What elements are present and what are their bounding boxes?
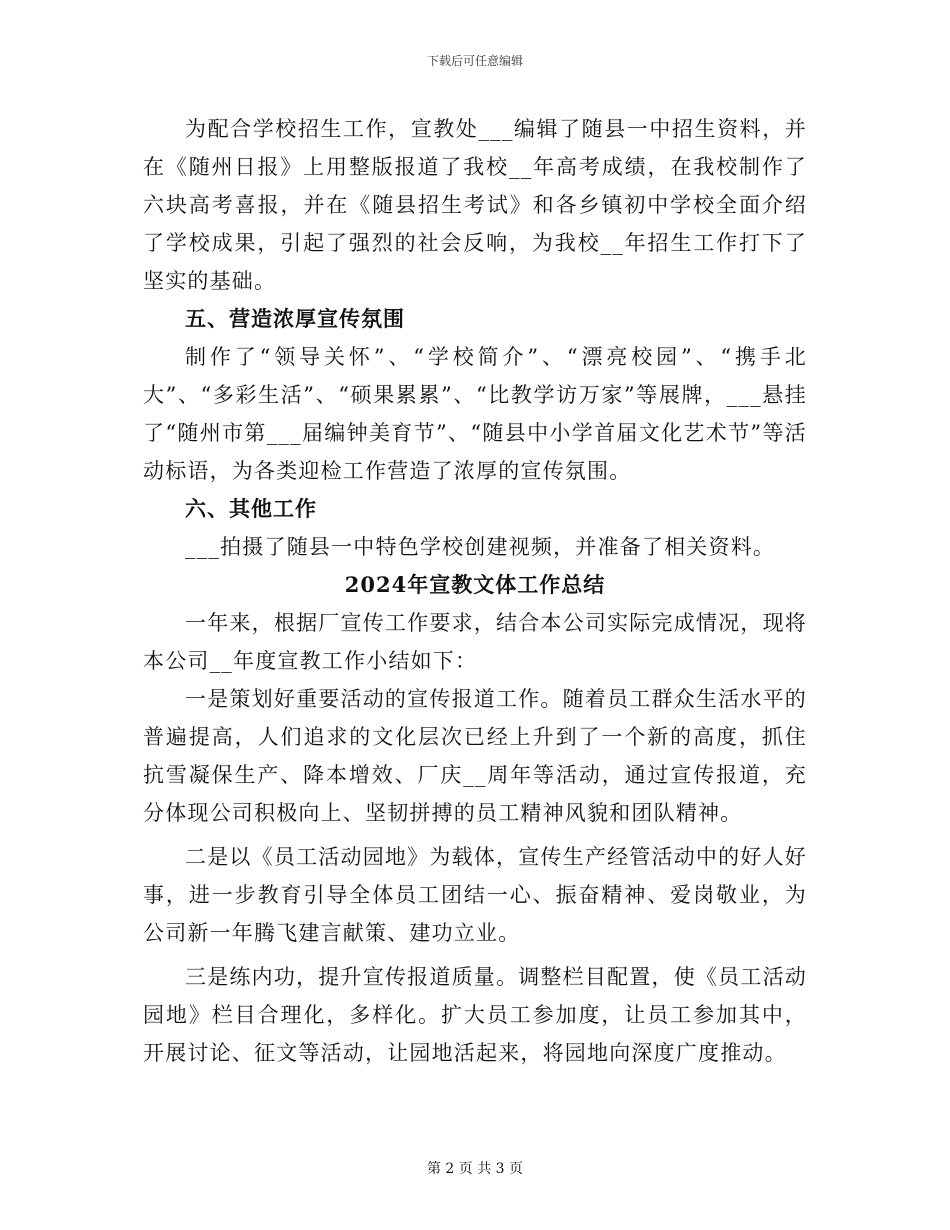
- paragraph-item-2: 二是以《员工活动园地》为载体，宣传生产经管活动中的好人好事，进一步教育引导全体员工团结一心、振奋精神、爱岗敬业，为公司新一年腾飞建言献策、建功立业。: [143, 845, 807, 945]
- section-heading-5: 五、营造浓厚宣传氛围: [185, 307, 405, 331]
- paragraph-recruitment: 为配合学校招生工作，宣教处___编辑了随县一中招生资料，并在《随州日报》上用整版报道了我校__年高考成绩，在我校制作了六块高考喜报，并在《随县招生考试》和各乡镇初中学校全面介绍了学校成果，引起了强烈的社会反响，为我校__年招生工作打下了坚实的基础。: [143, 117, 807, 293]
- paragraph-item-3: 三是练内功，提升宣传报道质量。调整栏目配置，使《员工活动园地》栏目合理化，多样化。扩大员工参加度，让员工参加其中，开展讨论、征文等活动，让园地活起来，将园地向深度广度推动。: [143, 965, 807, 1065]
- paragraph-item-1: 一是策划好重要活动的宣传报道工作。随着员工群众生活水平的普遍提高，人们追求的文化层次已经上升到了一个新的高度，抓住抗雪凝保生产、降本增效、厂庆__周年等活动，通过宣传报道，充分体现公司积极向上、坚韧拼搏的员工精神风貌和团队精神。: [143, 687, 807, 825]
- paragraph-atmosphere: 制作了“领导关怀”、“学校简介”、“漂亮校园”、“携手北大”、“多彩生活”、“硕果累累”、“比教学访万家”等展牌，___悬挂了“随州市第___届编钟美育节”、“随县中小学首届文化艺术节”等活动标语，为各类迎检工作营造了浓厚的宣传氛围。: [143, 345, 807, 483]
- document-title: 2024年宣教文体工作总结: [344, 572, 606, 597]
- page-header-note: 下载后可任意编辑: [426, 54, 523, 68]
- paragraph-intro: 一年来，根据厂宣传工作要求，结合本公司实际完成情况，现将本公司__年度宣教工作小结如下：: [143, 611, 807, 673]
- section-heading-6: 六、其他工作: [185, 497, 317, 521]
- page-number: 第 2 页 共 3 页: [426, 1161, 524, 1177]
- paragraph-other-work: ___拍摄了随县一中特色学校创建视频，并准备了相关资料。: [185, 535, 776, 559]
- document-body: [143, 110, 807, 1072]
